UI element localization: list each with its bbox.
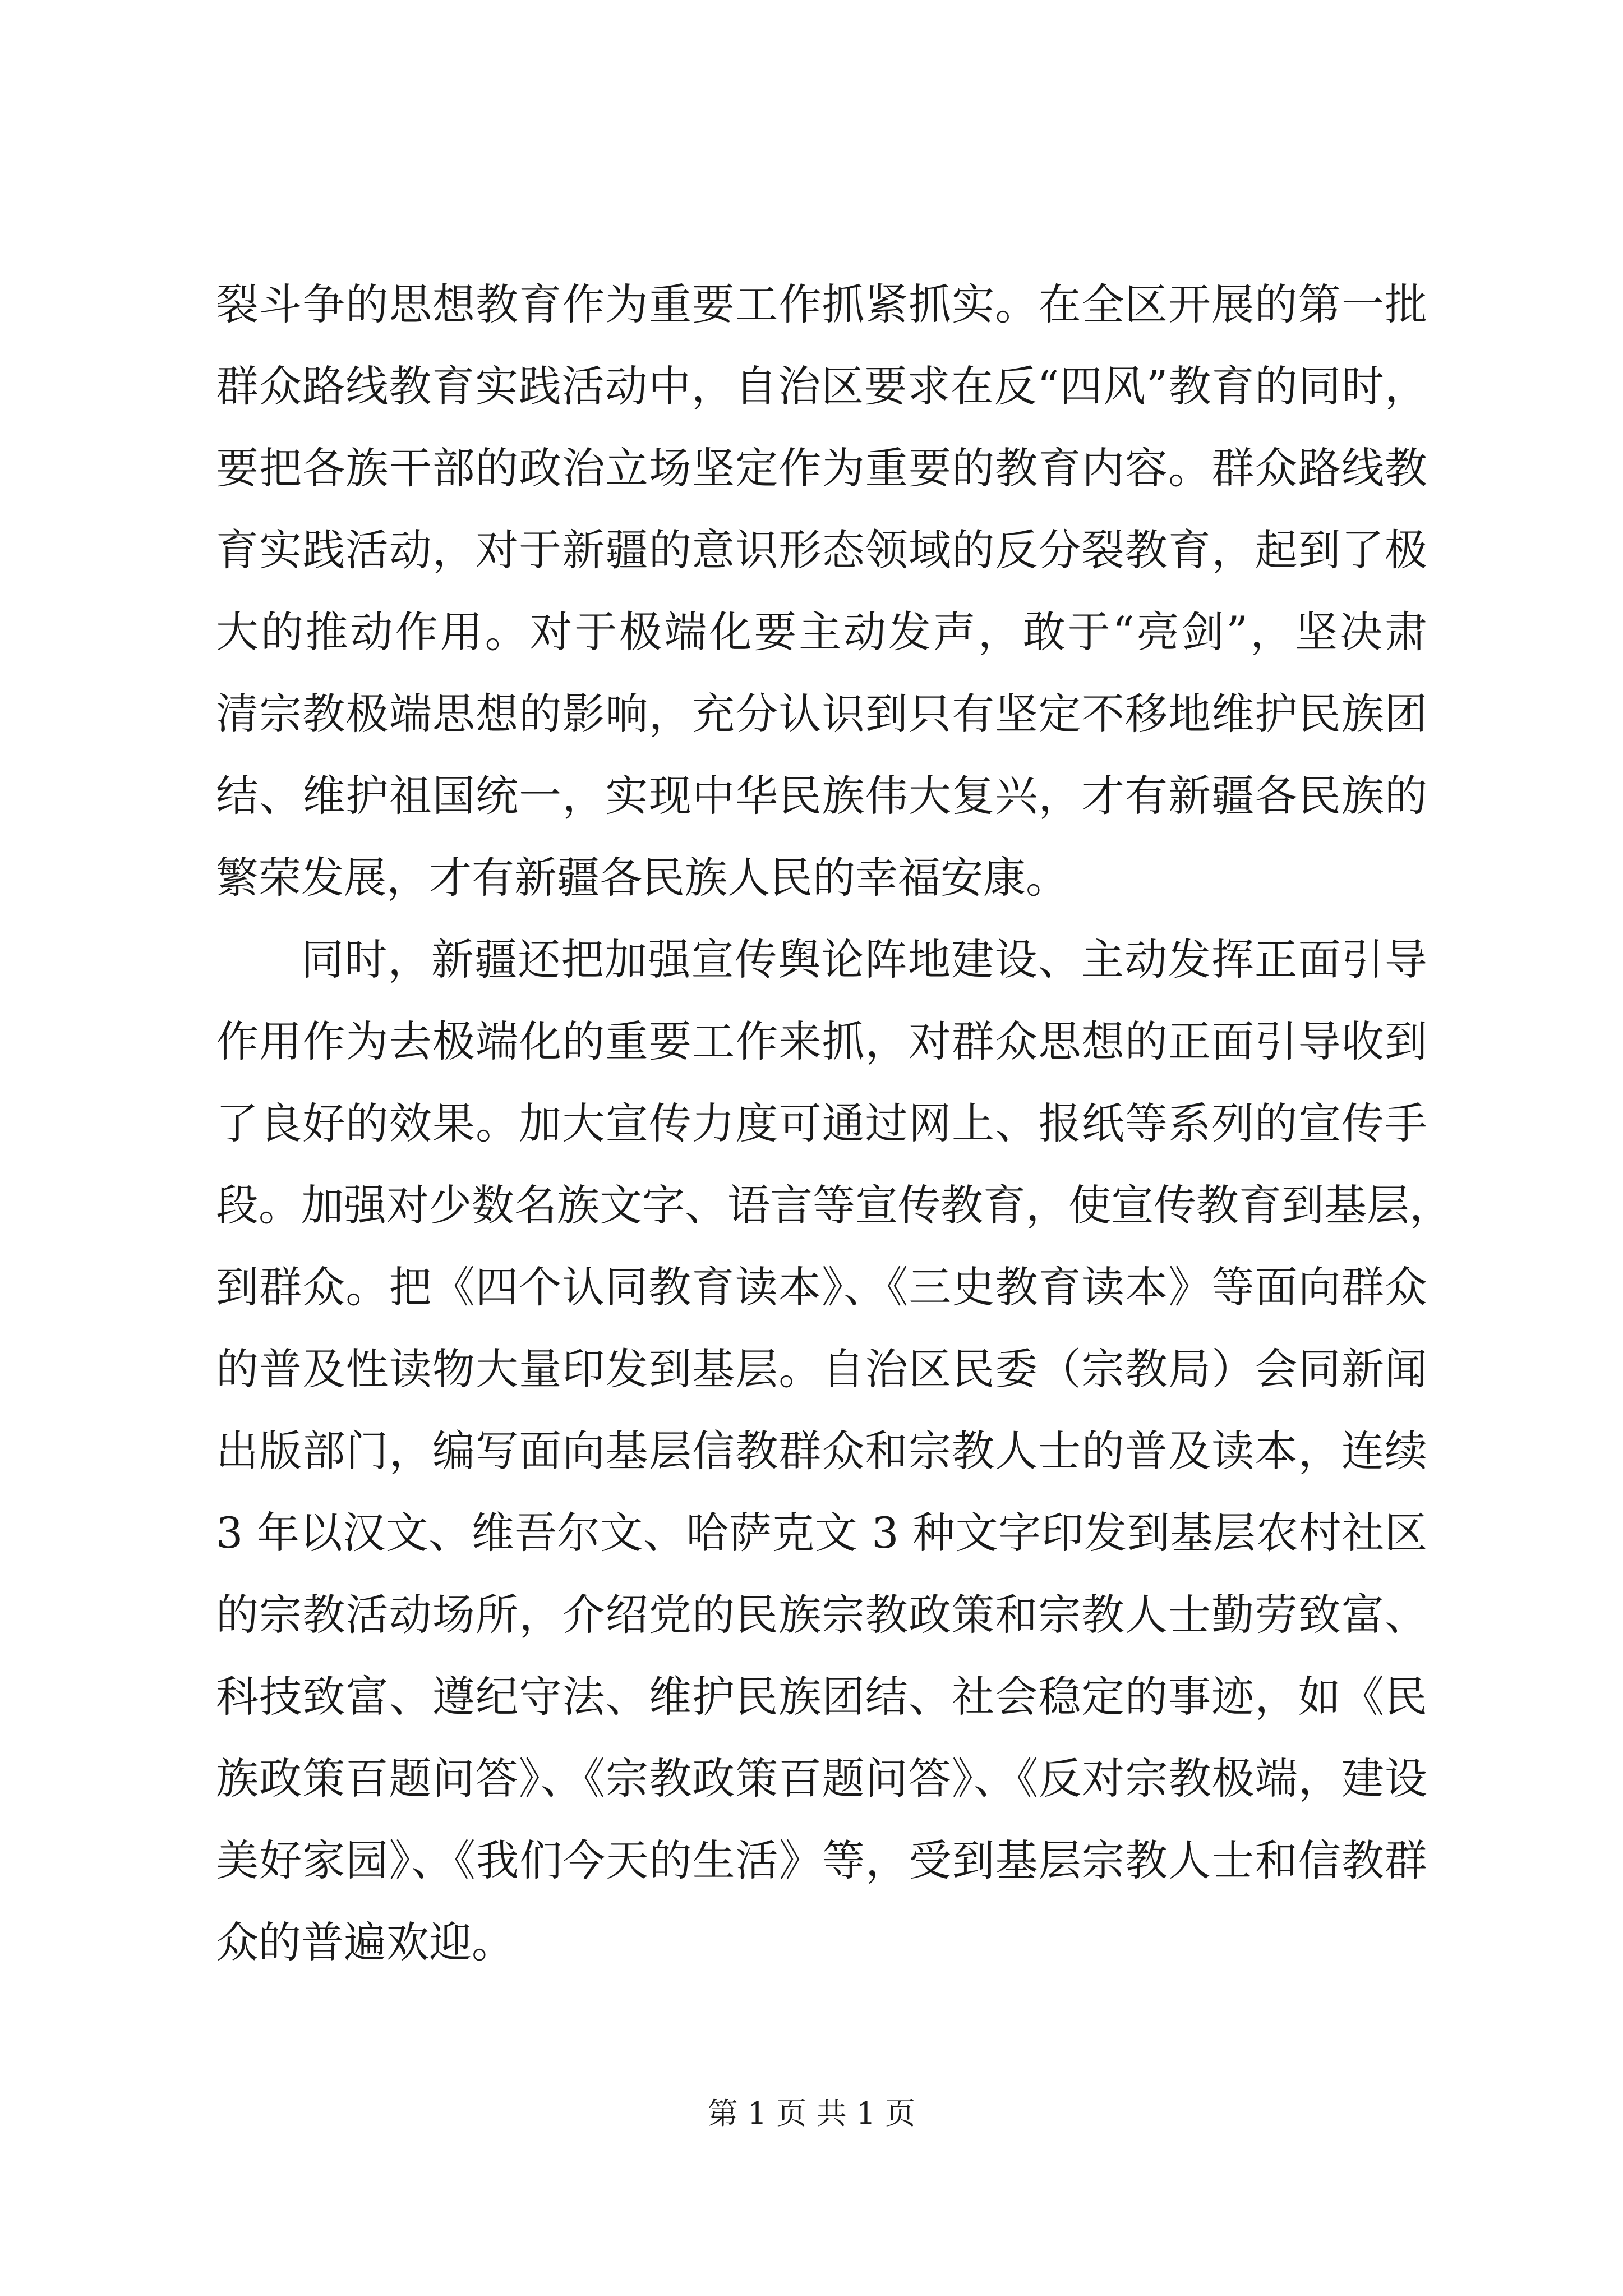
text-line: 的宗教活动场所，介绍党的民族宗教政策和宗教人士勤劳致富、: [216, 1590, 1427, 1640]
text-line: 大的推动作用。对于极端化要主动发声，敢于“亮剑”，坚决肃: [216, 607, 1427, 657]
text-line: 众的普遍欢迎。: [216, 1917, 514, 1967]
body-text: [216, 264, 1452, 1984]
text-line: 科技致富、遵纪守法、维护民族团结、社会稳定的事迹，如《民: [216, 1672, 1427, 1722]
text-line: 出版部门，编写面向基层信教群众和宗教人士的普及读本，连续: [216, 1426, 1427, 1476]
text-line: 到群众。把《四个认同教育读本》、《三史教育读本》等面向群众: [216, 1262, 1427, 1312]
text-line: 的普及性读物大量印发到基层。自治区民委（宗教局）会同新闻: [216, 1344, 1427, 1394]
text-line: 族政策百题问答》、《宗教政策百题问答》、《反对宗教极端，建设: [216, 1754, 1427, 1803]
text-line: 群众路线教育实践活动中，自治区要求在反“四风”教育的同时，: [216, 361, 1427, 411]
text-line: 结、维护祖国统一，实现中华民族伟大复兴，才有新疆各民族的: [216, 771, 1427, 821]
text-line: 了良好的效果。加大宣传力度可通过网上、报纸等系列的宣传手: [216, 1098, 1427, 1148]
text-line: 美好家园》、《我们今天的生活》等，受到基层宗教人士和信教群: [216, 1835, 1427, 1885]
text-line: 同时，新疆还把加强宣传舆论阵地建设、主动发挥正面引导: [301, 935, 1427, 984]
text-line: 段。加强对少数名族文字、语言等宣传教育，使宣传教育到基层，: [216, 1180, 1452, 1230]
text-line: 育实践活动，对于新疆的意识形态领域的反分裂教育，起到了极: [216, 525, 1427, 575]
page-number-footer: 第 1 页 共 1 页: [707, 2096, 916, 2131]
text-line: 裂斗争的思想教育作为重要工作抓紧抓实。在全区开展的第一批: [216, 279, 1427, 329]
text-line: 繁荣发展，才有新疆各民族人民的幸福安康。: [216, 853, 1068, 903]
text-line: 作用作为去极端化的重要工作来抓，对群众思想的正面引导收到: [216, 1016, 1427, 1066]
text-line: 清宗教极端思想的影响，充分认识到只有坚定不移地维护民族团: [216, 689, 1427, 739]
text-line: 要把各族干部的政治立场坚定作为重要的教育内容。群众路线教: [216, 443, 1427, 493]
text-line: 3 年以汉文、维吾尔文、哈萨克文 3 种文字印发到基层农村社区: [216, 1508, 1427, 1558]
